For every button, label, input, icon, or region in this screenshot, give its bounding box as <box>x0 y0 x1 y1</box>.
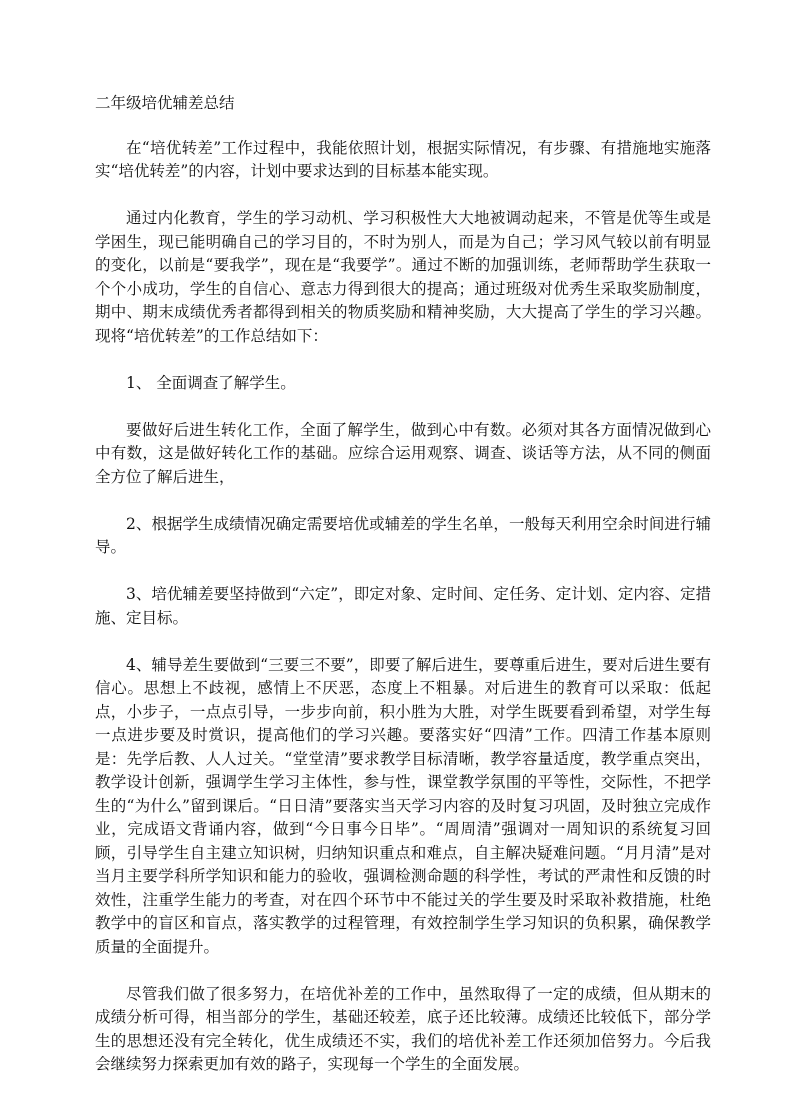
paragraph-item-2: 2、根据学生成绩情况确定需要培优或辅差的学生名单，一般每天利用空余时间进行辅导。 <box>95 514 711 556</box>
paragraph-item-1-body: 要做好后进生转化工作，全面了解学生，做到心中有数。必须对其各方面情况做到心中有数，这是做好转化工作的基础。应综合运用观察、调查、谈话等方法，从不同的侧面全方位了解后进生， <box>95 420 711 486</box>
paragraph-item-4: 4、辅导差生要做到“三要三不要”，即要了解后进生，要尊重后进生，要对后进生要有信心。思想上不歧视，感情上不厌恶，态度上不粗暴。对后进生的教育可以采取：低起点，小步子，一点点引导，一步步向前，积小胜为大胜，对学生既要看到希望，对学生每一点进步要及时赏识，提高他们的学习兴趣。要落实好“四清”工作。四清工作基本原则是：先学后教、人人过关。“堂堂清”要求教学目标清晰，教学容量适度，教学重点突出，教学设计创新，强调学生学习主体性，参与性，课堂教学氛围的平等性，交际性，不把学生的“为什么”留到课后。“日日清”要落实当天学习内容的及时复习巩固，及时独立完成作业，完成语文背诵内容，做到“今日事今日毕”。“周周清”强调对一周知识的系统复习回顾，引导学生自主建立知识树，归纳知识重点和难点，自主解决疑难问题。“月月清”是对当月主要学科所学知识和能力的验收，强调检测命题的科学性，考试的严肃性和反馈的时效性，注重学生能力的考查，对在四个环节中不能过关的学生要及时采取补救措施，杜绝教学中的盲区和盲点，落实教学的过程管理，有效控制学生学习知识的负积累，确保教学质量的全面提升。 <box>95 655 711 956</box>
paragraph-item-3: 3、培优辅差要坚持做到“六定”，即定对象、定时间、定任务、定计划、定内容、定措施、定目标。 <box>95 585 711 627</box>
paragraph-overview: 通过内化教育，学生的学习动机、学习积极性大大地被调动起来，不管是优等生或是学困生，现已能明确自己的学习目的，不时为别人，而是为自己；学习风气较以前有明显的变化，以前是“要我学”，现在是“我要学”。通过不断的加强训练，老师帮助学生获取一个个小成功，学生的自信心、意志力得到很大的提高；通过班级对优秀生采取奖励制度，期中、期末成绩优秀者都得到相关的物质奖励和精神奖励，大大提高了学生的学习兴趣。现将“培优转差”的工作总结如下： <box>95 209 711 345</box>
paragraph-intro: 在“培优转差”工作过程中，我能依照计划，根据实际情况，有步骤、有措施地实施落实“培优转差”的内容，计划中要求达到的目标基本能实现。 <box>95 138 711 180</box>
document-title: 二年级培优辅差总结 <box>95 94 235 112</box>
paragraph-conclusion: 尽管我们做了很多努力，在培优补差的工作中，虽然取得了一定的成绩，但从期末的成绩分析可得，相当部分的学生，基础还较差，底子还比较薄。成绩还比较低下，部分学生的思想还没有完全转化，优生成绩还不实，我们的培优补差工作还须加倍努力。今后我会继续努力探索更加有效的路子，实现每一个学生的全面发展。 <box>95 984 711 1073</box>
paragraph-item-1-heading: 1、 全面调查了解学生。 <box>126 373 296 392</box>
document-page <box>95 92 711 1100</box>
